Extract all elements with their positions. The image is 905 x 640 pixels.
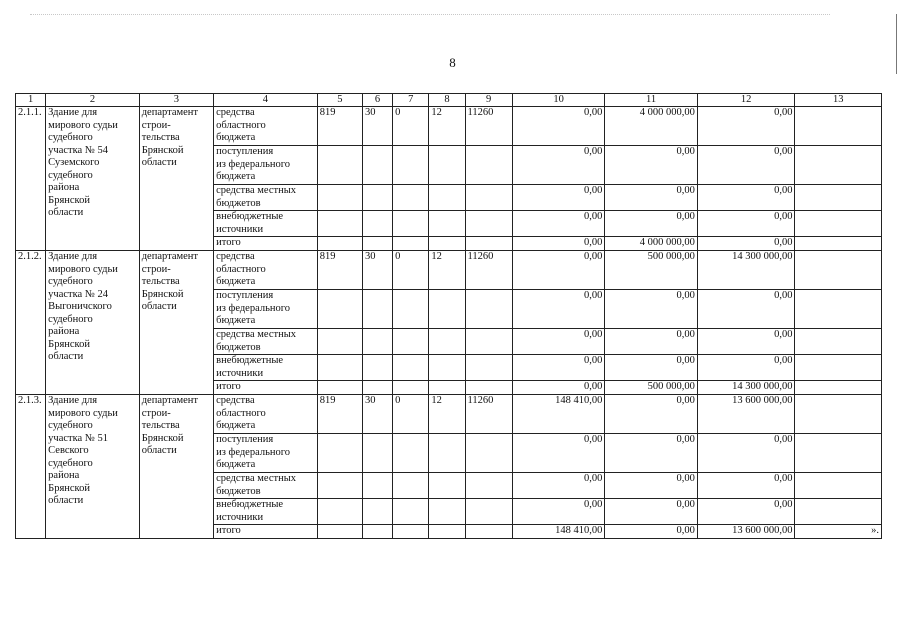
- amount-cell: 0,00: [605, 211, 698, 237]
- code-cell: [317, 434, 362, 473]
- amount-cell: 0,00: [605, 290, 698, 329]
- funding-source-cell: средства областного бюджета: [214, 107, 318, 146]
- amount-cell: 13 600 000,00: [697, 395, 795, 434]
- customer-cell: департамент строи- тельства Брянской области: [139, 107, 213, 251]
- table-row: [16, 107, 882, 146]
- code-cell: [393, 185, 429, 211]
- amount-cell: [795, 329, 882, 355]
- code-cell: [465, 146, 512, 185]
- table-body: [16, 107, 882, 539]
- code-cell: 819: [317, 251, 362, 290]
- column-header: 12: [697, 94, 795, 107]
- code-cell: [393, 473, 429, 499]
- amount-cell: [795, 355, 882, 381]
- funding-source-cell: внебюджетные источники: [214, 355, 318, 381]
- amount-cell: 0,00: [512, 499, 605, 525]
- code-cell: [393, 434, 429, 473]
- code-cell: [429, 211, 465, 237]
- code-cell: 30: [362, 251, 392, 290]
- code-cell: 11260: [465, 395, 512, 434]
- funding-source-cell: средства местных бюджетов: [214, 329, 318, 355]
- amount-cell: 14 300 000,00: [697, 381, 795, 395]
- code-cell: [465, 525, 512, 539]
- column-header: 13: [795, 94, 882, 107]
- code-cell: [362, 473, 392, 499]
- amount-cell: 0,00: [512, 473, 605, 499]
- amount-cell: [795, 395, 882, 434]
- amount-cell: 0,00: [697, 290, 795, 329]
- code-cell: [429, 146, 465, 185]
- code-cell: 819: [317, 107, 362, 146]
- object-name-cell: Здание для мирового судьи судебного участка № 24 Выгоничского судебного района Брянской области: [46, 251, 140, 395]
- amount-cell: ».: [795, 525, 882, 539]
- code-cell: 12: [429, 107, 465, 146]
- column-header: 1: [16, 94, 46, 107]
- customer-cell: департамент строи- тельства Брянской области: [139, 251, 213, 395]
- code-cell: [393, 237, 429, 251]
- code-cell: [429, 434, 465, 473]
- amount-cell: [795, 211, 882, 237]
- row-number-cell: 2.1.2.: [16, 251, 46, 395]
- code-cell: [465, 185, 512, 211]
- funding-source-cell: внебюджетные источники: [214, 211, 318, 237]
- amount-cell: 500 000,00: [605, 381, 698, 395]
- code-cell: 12: [429, 395, 465, 434]
- funding-source-cell: поступления из федерального бюджета: [214, 146, 318, 185]
- code-cell: [393, 355, 429, 381]
- amount-cell: 0,00: [512, 290, 605, 329]
- amount-cell: [795, 473, 882, 499]
- amount-cell: [795, 434, 882, 473]
- code-cell: [362, 237, 392, 251]
- code-cell: [393, 499, 429, 525]
- amount-cell: 0,00: [512, 251, 605, 290]
- code-cell: [362, 355, 392, 381]
- amount-cell: 0,00: [605, 395, 698, 434]
- code-cell: [429, 329, 465, 355]
- amount-cell: 0,00: [605, 473, 698, 499]
- code-cell: 11260: [465, 107, 512, 146]
- amount-cell: [795, 146, 882, 185]
- funding-source-cell: средства местных бюджетов: [214, 185, 318, 211]
- amount-cell: 0,00: [697, 146, 795, 185]
- code-cell: 30: [362, 395, 392, 434]
- code-cell: 11260: [465, 251, 512, 290]
- code-cell: [429, 381, 465, 395]
- amount-cell: 500 000,00: [605, 251, 698, 290]
- amount-cell: 0,00: [512, 329, 605, 355]
- code-cell: [317, 499, 362, 525]
- code-cell: [362, 185, 392, 211]
- amount-cell: 0,00: [605, 434, 698, 473]
- amount-cell: 0,00: [697, 473, 795, 499]
- amount-cell: 0,00: [605, 499, 698, 525]
- amount-cell: 0,00: [697, 211, 795, 237]
- code-cell: [317, 381, 362, 395]
- code-cell: [393, 211, 429, 237]
- code-cell: [429, 525, 465, 539]
- code-cell: 12: [429, 251, 465, 290]
- code-cell: [362, 499, 392, 525]
- amount-cell: 0,00: [697, 329, 795, 355]
- code-cell: [317, 185, 362, 211]
- amount-cell: 0,00: [605, 355, 698, 381]
- code-cell: 0: [393, 107, 429, 146]
- amount-cell: 0,00: [697, 185, 795, 211]
- amount-cell: 0,00: [512, 146, 605, 185]
- column-header: 8: [429, 94, 465, 107]
- code-cell: [317, 290, 362, 329]
- amount-cell: 0,00: [512, 237, 605, 251]
- table-row: [16, 395, 882, 434]
- object-name-cell: Здание для мирового судьи судебного участка № 51 Севского судебного района Брянской области: [46, 395, 140, 539]
- column-header: 7: [393, 94, 429, 107]
- code-cell: [393, 381, 429, 395]
- amount-cell: 0,00: [512, 107, 605, 146]
- table-row: [16, 251, 882, 290]
- page-number: 8: [449, 55, 456, 70]
- code-cell: [465, 290, 512, 329]
- column-header: 5: [317, 94, 362, 107]
- funding-source-cell: итого: [214, 525, 318, 539]
- code-cell: [429, 355, 465, 381]
- code-cell: 819: [317, 395, 362, 434]
- code-cell: [317, 211, 362, 237]
- column-header: 2: [46, 94, 140, 107]
- code-cell: [465, 329, 512, 355]
- funding-source-cell: средства областного бюджета: [214, 395, 318, 434]
- code-cell: [465, 434, 512, 473]
- amount-cell: 4 000 000,00: [605, 107, 698, 146]
- amount-cell: 0,00: [697, 355, 795, 381]
- code-cell: 0: [393, 251, 429, 290]
- code-cell: [429, 473, 465, 499]
- object-name-cell: Здание для мирового судьи судебного участка № 54 Суземского судебного района Брянской области: [46, 107, 140, 251]
- code-cell: [429, 237, 465, 251]
- column-header: 3: [139, 94, 213, 107]
- amount-cell: 4 000 000,00: [605, 237, 698, 251]
- row-number-cell: 2.1.1.: [16, 107, 46, 251]
- code-cell: [317, 473, 362, 499]
- code-cell: [362, 329, 392, 355]
- amount-cell: 0,00: [605, 329, 698, 355]
- code-cell: [362, 290, 392, 329]
- column-header: 10: [512, 94, 605, 107]
- funding-source-cell: поступления из федерального бюджета: [214, 290, 318, 329]
- amount-cell: [795, 185, 882, 211]
- customer-cell: департамент строи- тельства Брянской области: [139, 395, 213, 539]
- code-cell: [465, 473, 512, 499]
- code-cell: [465, 499, 512, 525]
- budget-table: [15, 93, 882, 539]
- code-cell: [465, 237, 512, 251]
- amount-cell: 0,00: [697, 434, 795, 473]
- funding-source-cell: итого: [214, 381, 318, 395]
- code-cell: [393, 290, 429, 329]
- code-cell: [393, 525, 429, 539]
- amount-cell: 148 410,00: [512, 525, 605, 539]
- amount-cell: 0,00: [605, 525, 698, 539]
- code-cell: [362, 211, 392, 237]
- code-cell: [393, 146, 429, 185]
- amount-cell: 0,00: [512, 185, 605, 211]
- amount-cell: [795, 381, 882, 395]
- amount-cell: 0,00: [697, 499, 795, 525]
- code-cell: [317, 237, 362, 251]
- amount-cell: [795, 499, 882, 525]
- code-cell: [317, 146, 362, 185]
- amount-cell: 0,00: [512, 211, 605, 237]
- column-header: 9: [465, 94, 512, 107]
- table-header-row: [16, 94, 882, 107]
- code-cell: [362, 434, 392, 473]
- code-cell: [362, 381, 392, 395]
- code-cell: [429, 290, 465, 329]
- code-cell: [393, 329, 429, 355]
- amount-cell: [795, 237, 882, 251]
- funding-source-cell: поступления из федерального бюджета: [214, 434, 318, 473]
- code-cell: [465, 381, 512, 395]
- code-cell: [317, 355, 362, 381]
- column-header: 4: [214, 94, 318, 107]
- code-cell: [362, 146, 392, 185]
- funding-source-cell: итого: [214, 237, 318, 251]
- code-cell: [362, 525, 392, 539]
- amount-cell: 0,00: [512, 355, 605, 381]
- column-header: 11: [605, 94, 698, 107]
- amount-cell: 0,00: [605, 185, 698, 211]
- amount-cell: 14 300 000,00: [697, 251, 795, 290]
- amount-cell: [795, 251, 882, 290]
- amount-cell: 0,00: [512, 434, 605, 473]
- amount-cell: [795, 290, 882, 329]
- column-header: 6: [362, 94, 392, 107]
- amount-cell: 148 410,00: [512, 395, 605, 434]
- amount-cell: [795, 107, 882, 146]
- row-number-cell: 2.1.3.: [16, 395, 46, 539]
- amount-cell: 0,00: [697, 107, 795, 146]
- amount-cell: 13 600 000,00: [697, 525, 795, 539]
- scan-artifact-line: [30, 14, 830, 16]
- code-cell: [465, 355, 512, 381]
- code-cell: [429, 185, 465, 211]
- funding-source-cell: средства областного бюджета: [214, 251, 318, 290]
- code-cell: [317, 525, 362, 539]
- code-cell: [317, 329, 362, 355]
- code-cell: [465, 211, 512, 237]
- amount-cell: 0,00: [512, 381, 605, 395]
- amount-cell: 0,00: [697, 237, 795, 251]
- amount-cell: 0,00: [605, 146, 698, 185]
- code-cell: [429, 499, 465, 525]
- code-cell: 30: [362, 107, 392, 146]
- code-cell: 0: [393, 395, 429, 434]
- funding-source-cell: средства местных бюджетов: [214, 473, 318, 499]
- funding-source-cell: внебюджетные источники: [214, 499, 318, 525]
